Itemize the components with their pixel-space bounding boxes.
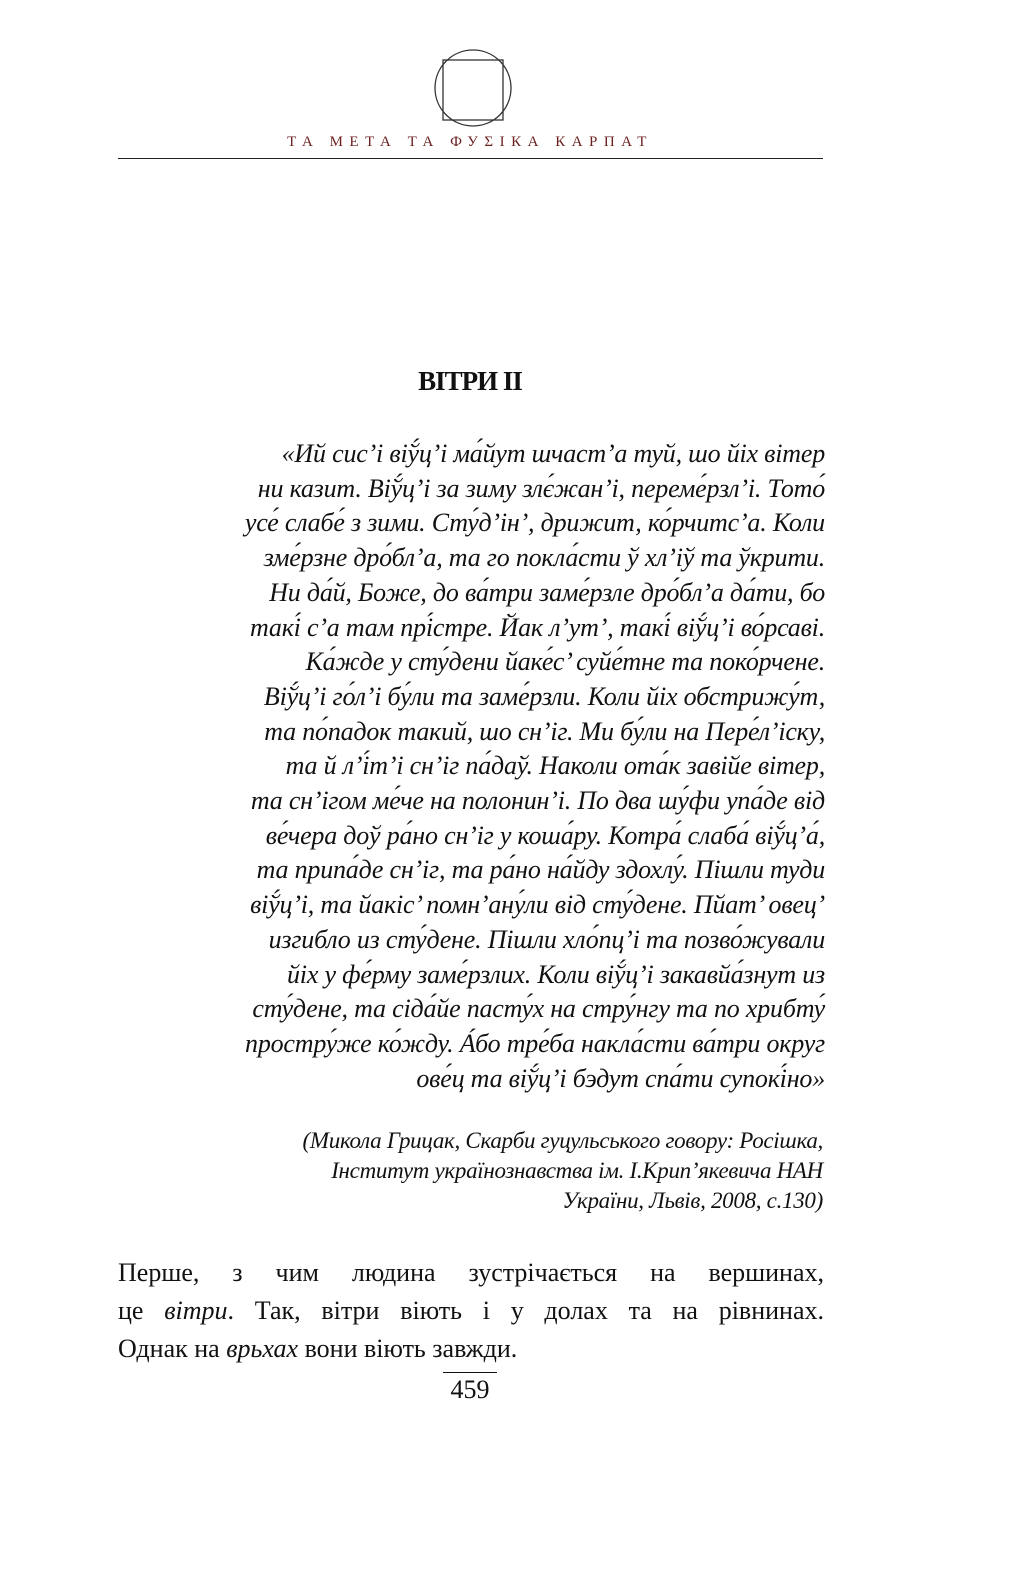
emphasis-term: вітри bbox=[164, 1296, 228, 1325]
epigraph-line: зме́рзне дро́бл’а, та го покла́сти ў хл’іў та ўкрити. bbox=[263, 543, 825, 573]
page-number: 459 bbox=[443, 1372, 497, 1405]
epigraph-line: «Ий сис’і віў́ц’і ма́йут шчаст’а туй, шо йіх вітер bbox=[281, 439, 825, 468]
body-text-span: Однак на bbox=[118, 1334, 227, 1363]
epigraph-quote bbox=[110, 437, 825, 1096]
epigraph-line: Віў́ц’і го́л’і бу́ли та заме́рзли. Коли йіх обстрижу́т, bbox=[263, 681, 825, 711]
epigraph-line: та сн’ігом ме́че на полонин’і. По два шу́фи упа́де від bbox=[250, 786, 825, 816]
chapter-title: ВІТРИ II bbox=[418, 366, 522, 396]
epigraph-line: та по́падок такий, шо сн’іг. Ми бу́ли на Пере́л’іску, bbox=[264, 716, 825, 746]
citation-line: України, Львів, 2008, с.130) bbox=[562, 1188, 823, 1213]
epigraph-line: усе́ слабе́ з зими. Сту́д’ін’, дрижит, ко́рчитс’а. Коли bbox=[244, 508, 825, 538]
body-line: Перше, з чим людина зустрічається на вершинах, bbox=[118, 1258, 824, 1287]
header-rule bbox=[118, 158, 823, 159]
body-text-span: вони віють завжди. bbox=[298, 1334, 518, 1363]
epigraph-line: сту́дене, та сіда́йе пасту́х на стру́нгу та по хрибту́ bbox=[252, 994, 825, 1024]
epigraph-line: йіх у фе́рму заме́рзлих. Коли віў́ц’і закавйа́знут из bbox=[287, 959, 825, 989]
circle-square-emblem-icon bbox=[433, 48, 513, 128]
running-header-title: ТА МЕТА ТА ФУΣІКА КАРПАТ bbox=[287, 134, 653, 150]
epigraph-line: такі́ с’а там прі́стре. Йак л’ут’, такі́ віў́ц’і во́рсаві. bbox=[250, 612, 825, 642]
epigraph-source-citation bbox=[110, 1126, 823, 1216]
citation-line: (Микола Грицак, Скарби гуцульського говору: Росішка, bbox=[302, 1128, 823, 1153]
body-text-span: це bbox=[118, 1296, 165, 1325]
emphasis-term: врьхах bbox=[226, 1334, 299, 1363]
epigraph-line: та припа́де сн’іг, та ра́но на́йду здохлу́. Пішли туди bbox=[256, 855, 825, 885]
body-line bbox=[118, 1292, 824, 1330]
epigraph-line: віў́ц’і, та йакіс’ помн’ану́ли від сту́дене. Пйат’ овец’ bbox=[250, 890, 825, 920]
epigraph-line: Ка́жде у сту́дени йаке́с’ суйе́тне та поко́рчене. bbox=[305, 647, 825, 677]
body-text-span: . Так, вітри віють і у долах та на рівнинах. bbox=[227, 1296, 824, 1325]
epigraph-line: ни казит. Віў́ц’і за зиму злє́жан’і, переме́рзл’і. Тото́ bbox=[257, 473, 825, 503]
epigraph-line: Ни да́й, Боже, до ва́три заме́рзле дро́бл’а да́ти, бо bbox=[269, 577, 825, 607]
citation-line: Інститут українознавства ім. І.Крип’якевича НАН bbox=[331, 1158, 823, 1183]
body-paragraph bbox=[118, 1254, 824, 1368]
epigraph-line: ове́ц та віў́ц’і бэдут спа́ти супокі́но» bbox=[416, 1063, 825, 1093]
body-line bbox=[118, 1330, 824, 1368]
epigraph-line: та й л’і́т’і сн’іг па́даў. Наколи ота́к завійе вітер, bbox=[285, 751, 825, 781]
epigraph-line: ве́чера доў ра́но сн’іг у коша́ру. Котра́ слаба́ віў́ц’а́, bbox=[265, 820, 825, 850]
epigraph-line: изгибло из сту́дене. Пішли хло́пц’і та позво́жували bbox=[268, 924, 825, 954]
epigraph-line: простру́же ко́жду. А́бо тре́ба накла́сти ва́три округ bbox=[245, 1028, 825, 1058]
